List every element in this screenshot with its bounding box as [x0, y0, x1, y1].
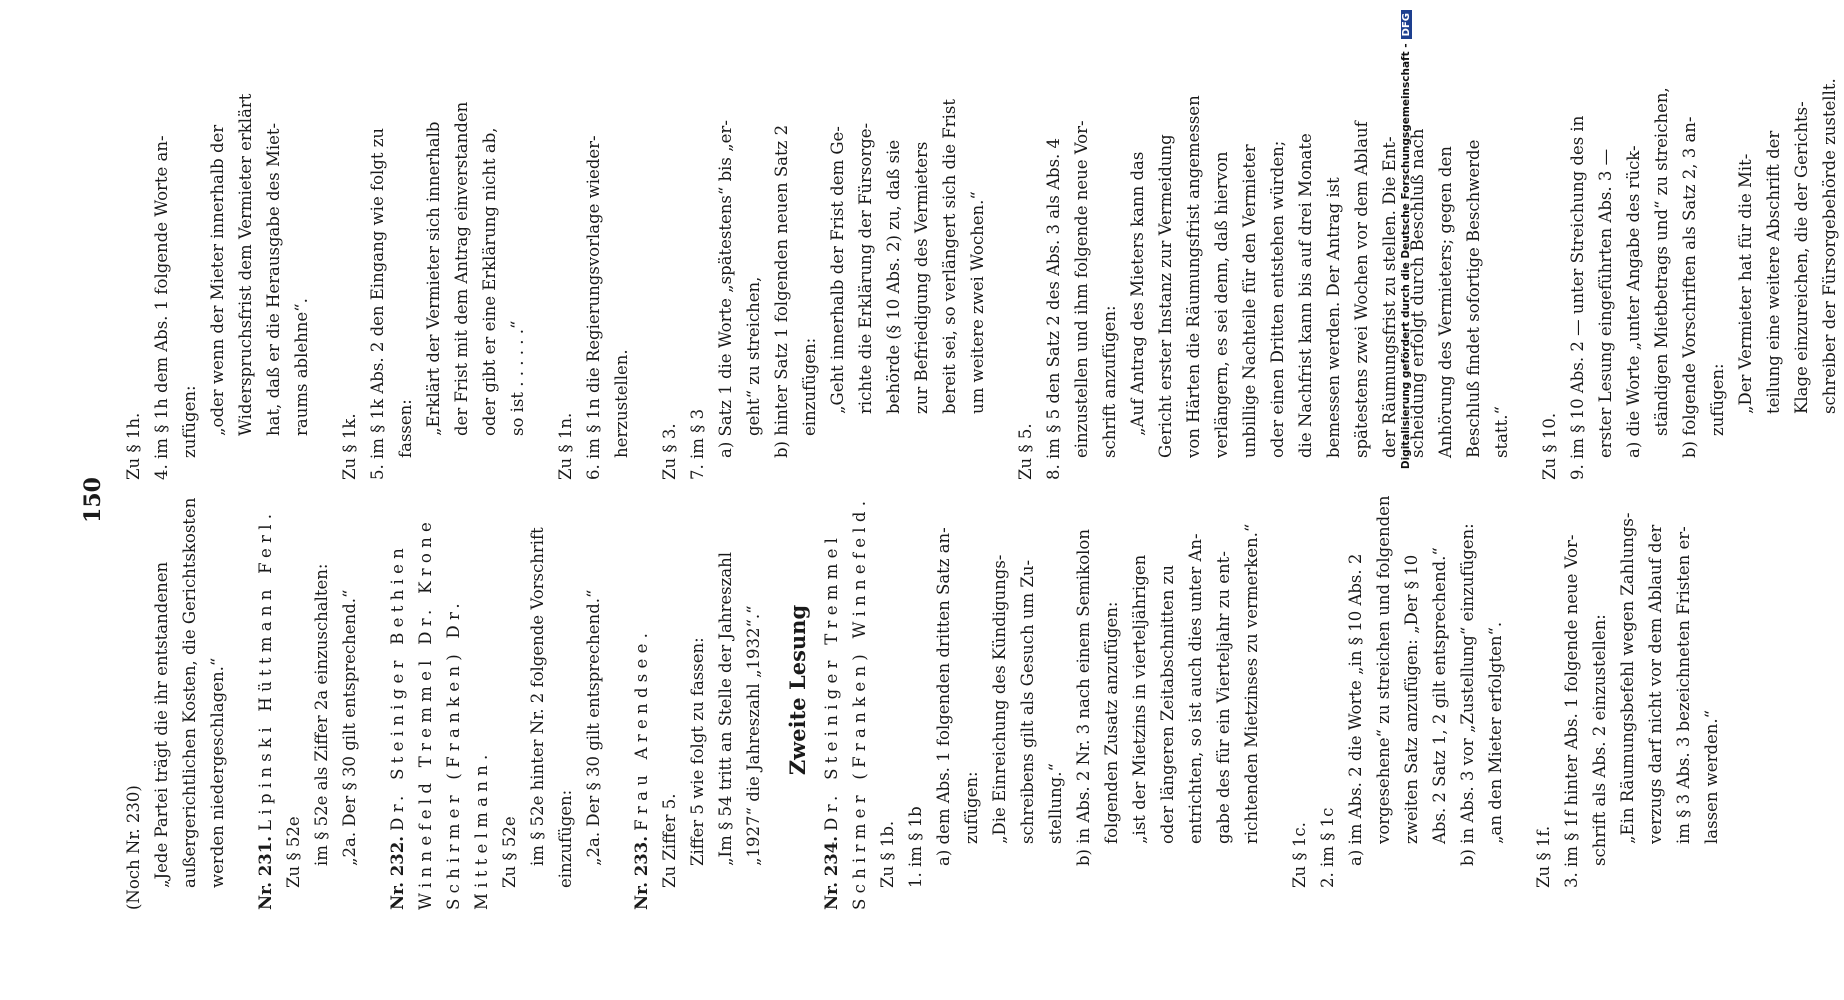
motion-number: Nr. 233. [632, 836, 651, 910]
text-line: im § 52e als Ziffer 2a einzuschalten: [312, 563, 331, 866]
text-line: a) die Worte „unter Angabe des rück- [1624, 145, 1643, 458]
text-line: 7. im § 3 [688, 408, 707, 480]
text-line: schrift anzufügen: [1100, 305, 1119, 458]
motion-header [818, 470, 846, 910]
text-line: einzustellen und ihm folgende neue Vor- [1072, 120, 1091, 458]
text-line: einzufügen: [556, 789, 575, 888]
text-line: fassen: [396, 399, 415, 458]
text-line: richtenden Mietzinses zu vermerken.“ [1242, 523, 1261, 844]
text-line: b) in Abs. 3 vor „Zustellung“ einzufügen: [1458, 523, 1477, 866]
text-line: bemessen werden. Der Antrag ist [1324, 177, 1343, 458]
text-line: a) im Abs. 2 die Worte „in § 10 Abs. 2 [1346, 553, 1365, 866]
text-line: 6. im § 1n die Regierungsvorlage wieder- [584, 135, 603, 480]
text-line: Ziffer 5 wie folgt zu fassen: [688, 637, 707, 866]
text-line: Zu § 5. [1016, 423, 1035, 480]
text-line: herzustellen. [612, 349, 631, 458]
text-line: 2. im § 1c [1318, 807, 1337, 888]
text-line: verlängern, es sei denn, daß hiervon [1212, 151, 1231, 458]
motion-number: Nr. 231. [256, 836, 275, 910]
text-line: zweiten Satz anzufügen: „Der § 10 [1402, 554, 1421, 844]
text-line: „Jede Partei trägt die ihr entstandenen [152, 561, 171, 888]
motion-signatories: Frau Arendsee. [632, 627, 651, 831]
text-line: Zu § 10. [1540, 412, 1559, 480]
text-line: Zu § 1h. [124, 412, 143, 480]
text-line: im § 52e hinter Nr. 2 folgende Vorschrift [528, 527, 547, 866]
text-line: zufügen: [1708, 363, 1727, 436]
text-line: Zu § 1c. [1290, 822, 1309, 888]
text-line: a) Satz 1 die Worte „spätestens“ bis „er- [716, 120, 735, 458]
text-line: Zu Ziffer 5. [660, 793, 679, 888]
text-line: Anhörung des Vermieters; gegen den [1436, 146, 1455, 458]
text-line: b) in Abs. 2 Nr. 3 nach einem Semikolon [1074, 529, 1093, 866]
text-line: Widerspruchsfrist dem Vermieter erklärt [236, 93, 255, 436]
text-line: von Härten die Räumungsfrist angemessen [1184, 95, 1203, 458]
motion-number: Nr. 232. [388, 836, 407, 910]
text-line: spätestens zwei Wochen vor dem Ablauf [1352, 121, 1371, 458]
text-line: „ist der Mietzins in vierteljährigen [1130, 554, 1149, 844]
text-line: behörde (§ 10 Abs. 2) zu, daß sie [884, 139, 903, 414]
text-line: 4. im § 1h dem Abs. 1 folgende Worte an- [152, 135, 171, 480]
text-line: unbillige Nachteile für den Vermieter [1240, 144, 1259, 458]
text-line: Zu § 3. [660, 423, 679, 480]
text-line: „an den Mieter erfolgten“. [1486, 621, 1505, 844]
motion-header [384, 470, 412, 910]
text-line: oder gibt er eine Erklärung nicht ab, [480, 127, 499, 436]
text-line: Beschluß findet sofortige Beschwerde [1464, 139, 1483, 458]
text-line: bereit sei, so verlängert sich die Frist [940, 99, 959, 414]
text-line: „Die Einreichung des Kündigungs- [990, 554, 1009, 844]
right-column [120, 40, 1844, 480]
text-line: Zu § 1b. [878, 820, 897, 888]
text-line: gabe des für ein Vierteljahr zu ent- [1214, 551, 1233, 844]
text-line: (Noch Nr. 230) [124, 785, 143, 910]
text-line: raums ablehne“. [292, 298, 311, 436]
digitization-credit [1400, 10, 1412, 990]
text-line: „Erklärt der Vermieter sich innerhalb [424, 121, 443, 436]
text-line: „Auf Antrag des Mieters kann das [1128, 151, 1147, 436]
text-line: a) dem Abs. 1 folgenden dritten Satz an- [934, 527, 953, 866]
text-line: erster Lesung eingeführten Abs. 3 — [1596, 148, 1615, 458]
text-line: statt.“ [1492, 406, 1511, 458]
motion-signatories: Dr. Steiniger Tremmel [822, 532, 841, 831]
dfg-logo: DFG [1401, 10, 1412, 39]
text-line: oder einen Dritten entstehen würden; [1268, 140, 1287, 458]
text-line: zur Befriedigung des Vermieters [912, 141, 931, 414]
motion-signatories: Dr. Steiniger Bethien [388, 542, 407, 831]
text-line: teilung eine weitere Abschrift der [1764, 130, 1783, 414]
text-line: im § 3 Abs. 3 bezeichneten Fristen er- [1674, 526, 1693, 844]
text-line: der Frist mit dem Antrag einverstanden [452, 101, 471, 436]
text-line: Abs. 2 Satz 1, 2 gilt entsprechend.“ [1430, 547, 1449, 844]
text-line: einzufügen: [800, 337, 819, 436]
text-line: „2a. Der § 30 gilt entsprechend.“ [584, 589, 603, 866]
text-line: „oder wenn der Mieter innerhalb der [208, 124, 227, 436]
text-line: folgenden Zusatz anzufügen: [1102, 601, 1121, 844]
text-line: stellung.“ [1046, 763, 1065, 844]
text-line: Zu § 52e [500, 816, 519, 888]
text-line: 9. im § 10 Abs. 2 — unter Streichung des in [1568, 115, 1587, 480]
left-column [120, 470, 1726, 910]
text-line: außergerichtlichen Kosten, die Gerichtskosten [180, 497, 199, 888]
text-line: „Der Vermieter hat für die Mit- [1736, 153, 1755, 414]
text-line: schrift als Abs. 2 einzustellen: [1590, 614, 1609, 866]
text-line: Klage einzureichen, die der Gerichts- [1792, 101, 1811, 414]
text-line: Winnefeld Tremmel Dr. Krone [416, 516, 435, 910]
text-line: Zu § 1n. [556, 412, 575, 480]
text-line: Schirmer (Franken) Dr. Mittelmann. [444, 598, 491, 910]
motion-signatories: Lipinski Hüttmann Ferl. [256, 508, 275, 831]
text-line: entrichten, so ist auch dies unter An- [1186, 533, 1205, 844]
text-line: so ist . . . . . .“ [508, 320, 527, 436]
section-heading: Zweite Lesung [785, 604, 810, 776]
motion-header [252, 470, 280, 910]
text-line: „1927“ die Jahreszahl „1932“.“ [744, 605, 763, 866]
text-line: 1. im § 1b [906, 806, 925, 888]
text-line: zufügen: [180, 385, 199, 458]
text-line: werden niedergeschlagen.“ [208, 657, 227, 888]
text-line: die Nachfrist kann bis auf drei Monate [1296, 133, 1315, 458]
text-line: 3. im § 1f hinter Abs. 1 folgende neue Vor- [1562, 534, 1581, 888]
text-line: Zu § 1f. [1534, 825, 1553, 888]
text-line: 5. im § 1k Abs. 2 den Eingang wie folgt zu [368, 127, 387, 480]
text-line: „Im § 54 tritt an Stelle der Jahreszahl [716, 551, 735, 866]
text-line: „Geht innerhalb der Frist dem Ge- [828, 126, 847, 414]
text-line: Schirmer (Franken) Winnefeld. [850, 495, 869, 910]
text-line: um weitere zwei Wochen.“ [968, 191, 987, 414]
text-line: verzugs darf nicht vor dem Ablauf der [1646, 524, 1665, 844]
text-line: Gericht erster Instanz zur Vermeidung [1156, 134, 1175, 458]
text-line: scheidung erfolgt durch Beschluß nach [1408, 128, 1427, 458]
text-line: 8. im § 5 den Satz 2 des Abs. 3 als Abs. 4 [1044, 137, 1063, 480]
text-line: schreiber der Fürsorgebehörde zustellt. [1820, 78, 1839, 414]
credit-text: Digitalisierung gefördert durch die Deutsche Forschungsgemeinschaft - [1400, 43, 1412, 470]
text-line: b) folgende Vorschriften als Satz 2, 3 an- [1680, 116, 1699, 458]
text-line: richte die Erklärung der Fürsorge- [856, 122, 875, 414]
text-line: hat, daß er die Herausgabe des Miet- [264, 122, 283, 436]
page-number: 150 [80, 477, 106, 523]
motion-header [628, 470, 656, 910]
text-line: Zu § 1k. [340, 413, 359, 480]
text-line: schreibens gilt als Gesuch um Zu- [1018, 559, 1037, 844]
text-line: lassen werden.“ [1702, 709, 1721, 844]
text-line: geht“ zu streichen, [744, 276, 763, 436]
text-line: zufügen: [962, 771, 981, 844]
text-line: „Ein Räumungsbefehl wegen Zahlungs- [1618, 512, 1637, 844]
text-line: der Räumungsfrist zu stellen. Die Ent- [1380, 136, 1399, 458]
text-line: Zu § 52e [284, 816, 303, 888]
text-line: oder längeren Zeitabschnitten zu [1158, 565, 1177, 844]
motion-number: Nr. 234. [822, 836, 841, 910]
text-line: „2a. Der § 30 gilt entsprechend.“ [340, 589, 359, 866]
text-line: vorgesehene“ zu streichen und folgenden [1374, 495, 1393, 844]
text-line: b) hinter Satz 1 folgenden neuen Satz 2 [772, 124, 791, 458]
text-line: ständigen Mietbetrags und“ zu streichen, [1652, 87, 1671, 436]
